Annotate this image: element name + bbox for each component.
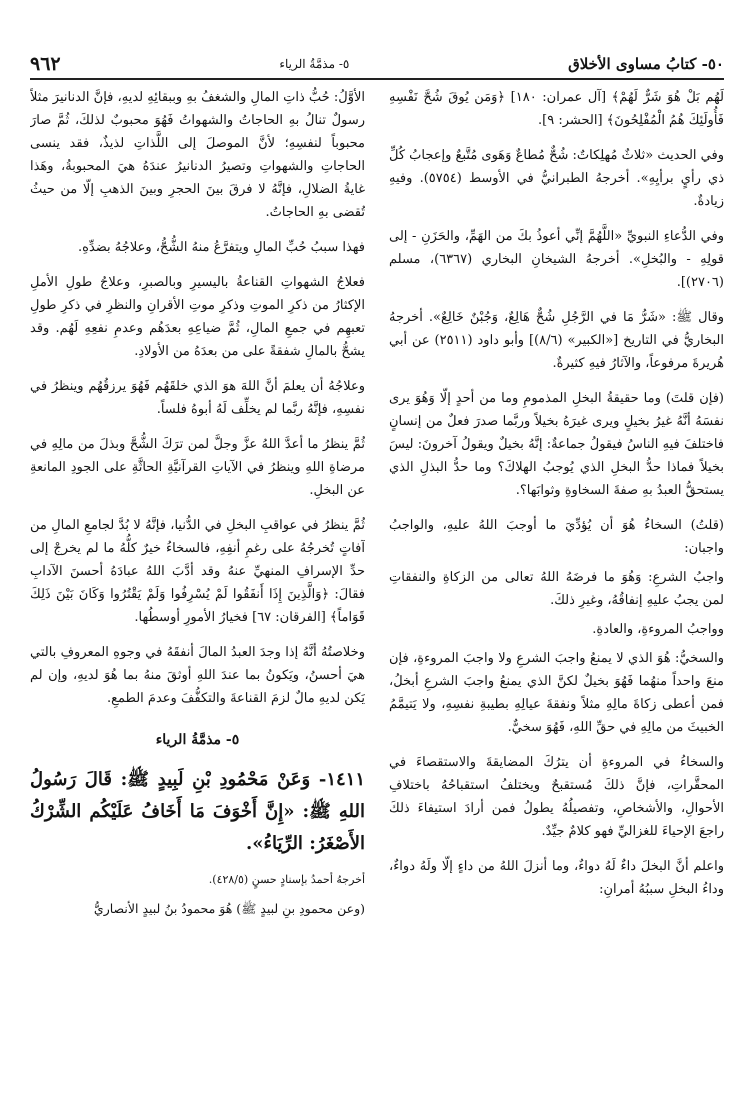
paragraph: واعلم أنَّ البخلَ داءٌ لَهُ دواءٌ، وما أنزلَ اللهُ من داءٍ إلّا ولَهُ دواءٌ، وداءُ البخلِ سببُهُ أمرانِ: [389,859,724,897]
page-number: ٩٦٢ [30,53,61,75]
paragraph: فهذا سببُ حُبِّ المالِ ويتفرَّعُ منهُ الشُّحُّ، وعلاجُهُ بضدِّهِ. [78,240,365,255]
paragraph: وعلاجُهُ أن يعلمَ أنَّ اللهَ هوَ الذي خلقَهُم فَهُوَ يرزقُهُم وينظرُ في نفسِهِ، فإنَّهُ ربَّما لم يخلِّف لَهُ أبوهُ فلساً. [30,379,365,417]
paragraph: وواجبُ المروءةِ، والعادةِ. [592,622,724,637]
paragraph: (قلتُ) السخاءُ هُوَ أن يُؤدِّيَ ما أوجبَ اللهُ عليهِ، والواجبُ واجبان: [389,518,724,556]
paragraph: ثُمَّ ينظرُ في عواقبِ البخلِ في الدُّنيا، فإنَّهُ لا بُدَّ لجامعِ المالِ من آفاتٍ تُخرجُهُ على رغمِ أنفِهِ، فالسخاءُ خيرٌ كلُّهُ ما لم يخرجْ إلى حدِّ الإسرافِ المنهيِّ عنهُ وقد أدَّبَ اللهُ عبادَهُ أحسنَ الآدابِ فقالَ: ﴿وَالَّذِينَ إِذَا أَنفَقُوا لَمْ يُسْرِفُوا وَلَمْ يَقْتُرُوا وَكَانَ بَيْنَ ذَلِكَ قَوَاماً﴾ [الفرقان: ٦٧] فخيارُ الأمورِ أوسطُها. [30,518,365,625]
paragraph: وقال ﷺ: «شَرُّ مَا في الرَّجُلِ شُحٌّ هَالِعٌ، وَجُبْنٌ خَالِعٌ». أخرجهُ البخاريُّ في التاريخ [«الكبير» (٨/٦)] وأبو داود (٢٥١١) عن أبي هُريرةَ مرفوعاً، والآثارُ فيهِ كثيرةٌ. [389,310,724,371]
commentary: (وعن محمودِ بنِ لبيدٍ ﷺ) هُوَ محمودُ بنُ لبيدٍ الأنصاريُّ [93,901,365,916]
paragraph: وفي الدُّعاءِ النبويِّ «اللَّهُمَّ إنِّي أعوذُ بكَ من الهَمِّ، والحَزَنِ - إلى قولِهِ - والبُخلِ». أخرجهُ الشيخانِ البخاري (٦٣٦٧)، مسلم (٢٧٠٦)]. [389,229,724,290]
paragraph: ثُمَّ ينظرُ ما أعدَّ اللهُ عزَّ وجلَّ لمن ترَكَ الشُّحَّ وبذلَ من مالِهِ في مرضاةِ اللهِ وينظرُ في الآياتِ القرآنيَّةِ الحاثَّةِ على الجودِ المانعةِ عن البخلِ. [30,437,365,498]
paragraph: الأوَّلُ: حُبُّ ذاتِ المالِ والشغفُ بهِ وببقائِهِ لديهِ، فإنَّ الدنانيرَ مثلاً رسولٌ تنالُ بهِ الحاجاتُ والشهواتُ فَهُوَ محبوبٌ لذلكَ، ثُمَّ صارَ محبوباً لنفسِهِ؛ لأنَّ الموصلَ إلى اللَّذاتِ لذيذٌ، فقد ينسى الحاجاتِ والشهواتِ وتصيرُ الدنانيرُ عندَهُ هيَ المحبوبةُ، وهَذا غايةُ الضلالِ، فإنَّهُ لا فرقَ بينَ الحجرِ وبينَ الذهبِ إلّا من حيثُ تُقضى بهِ الحاجاتُ. [30,90,365,220]
book-title: ٥٠- كتابُ مساوى الأخلاق [568,55,724,73]
paragraph: والسخاءُ في المروءةِ أن يترُكَ المضايقةَ والاستقصاءَ في المحقَّراتِ، فإنَّ ذلكَ مُستقبحٌ ويختلفُ استقباحُهُ باختلافِ الأحوالِ، والأشخاصِ، وتفصيلُهُ يطولُ فمن أرادَ استيفاءَ ذلكَ راجعَ الإحياءَ للغزاليِّ فهو كلامٌ جيِّدٌ. [389,755,724,839]
page-header [30,50,724,80]
left-column [30,86,365,1074]
section-title: ٥- مذمَّةُ الرياء [155,732,240,748]
text-columns [30,86,724,1074]
paragraph: فعلاجُ الشهواتِ القناعةُ باليسيرِ وبالصبرِ، وعلاجُ طولِ الأملِ الإكثارُ من ذكرِ الموتِ وذكرِ موتِ الأقرانِ والنظرِ في ذكرِ طولِ تعبهِم في جمعِ المالِ، ثُمَّ ضياعِهِ بعدَهُم وعدمِ نفعِهِ لَهُم. وقد يشحُّ بالمالِ شفقةً على من بعدَهُ من الأولادِ. [30,275,365,359]
right-column [389,86,724,1074]
paragraph: واجبُ الشرعِ: وَهُوَ ما فرضَهُ اللهُ تعالى من الزكاةِ والنفقاتِ لمن يجبُ عليهِ إنفاقُهُ، وغيرِ ذلكَ. [389,570,724,608]
paragraph: وفي الحديث «ثلاثٌ مُهلِكاتٌ: شُحٌّ مُطاعٌ وَهَوى مُتَّبعٌ وإعجابُ كُلِّ ذي رأيٍ برأيِهِ». أخرجهُ الطبرانيُّ في الأوسط (٥٧٥٤). وفيهِ زيادةٌ. [389,148,724,209]
chapter-title: ٥- مذمَّةُ الرياء [279,57,350,71]
hadith-text: ١٤١١- وَعَنْ مَحْمُودِ بْنِ لَبِيدٍ ﷺ: قَالَ رَسُولُ اللهِ ﷺ: «إِنَّ أَخْوَفَ مَا أَخَافُ عَلَيْكُم الشِّرْكُ الأَصْغَرُ: الرِّيَاءُ». [30,769,365,854]
paragraph: لَهُم بَلْ هُوَ شَرٌّ لَهُمْ﴾ [آل عمران: ١٨٠] ﴿وَمَن يُوقَ شُحَّ نَفْسِهِ فَأُولَئِكَ هُمُ الْمُفْلِحُونَ﴾ [الحشر: ٩]. [389,90,724,128]
takhrij-note: أخرجهُ أحمدُ بإسنادٍ حسنٍ (٤٢٨/٥). [208,873,365,886]
paragraph: والسخيُّ: هُوَ الذي لا يمنعُ واجبَ الشرعِ ولا واجبَ المروءةِ، فإن منعَ واحداً منهُما فَهُوَ بخيلٌ لكنَّ الذي يمنعُ واجبَ الشرعِ أبخلُ، فمن أعطى زكاةَ مالِهِ مثلاً ونفقةَ عيالِهِ بطيبةِ نفسِهِ، ولا يَتيمَّمُ الخبيثَ من مالِهِ في حقِّ اللهِ، فَهُوَ سخيٌّ. [389,651,724,735]
paragraph: (فإن قلتَ) وما حقيقةُ البخلِ المذمومِ وما من أحدٍ إلّا وَهُوَ يرى نفسَهُ أنَّهُ غيرُ بخيلٍ ويرى غيرَهُ بخيلاً وربَّما صدرَ فعلٌ من إنسانٍ فاختلفَ فيهِ الناسُ فيقولُ جماعةٌ: إنَّهُ بخيلٌ ويقولُ آخرونَ: ليسَ بخيلاً فماذا حدُّ البخلِ الذي يُوجبُ الهلاكَ؟ وما حدُّ البذلِ الذي يستحقُّ العبدُ بهِ صفةَ السخاوةِ وثوابَها؟. [389,391,724,498]
paragraph: وخلاصتُهُ أنَّهُ إذا وجدَ العبدُ المالَ أنفقَهُ في وجوهِ المعروفِ بالتي هيَ أحسنُ، ويَكونُ بما عندَ اللهِ أوثقَ منهُ بما هُوَ لديهِ، وإن لم يَكن لديهِ مالٌ لزمَ القناعةَ والتكفُّفَ وعدمَ الطمعِ. [30,645,365,706]
